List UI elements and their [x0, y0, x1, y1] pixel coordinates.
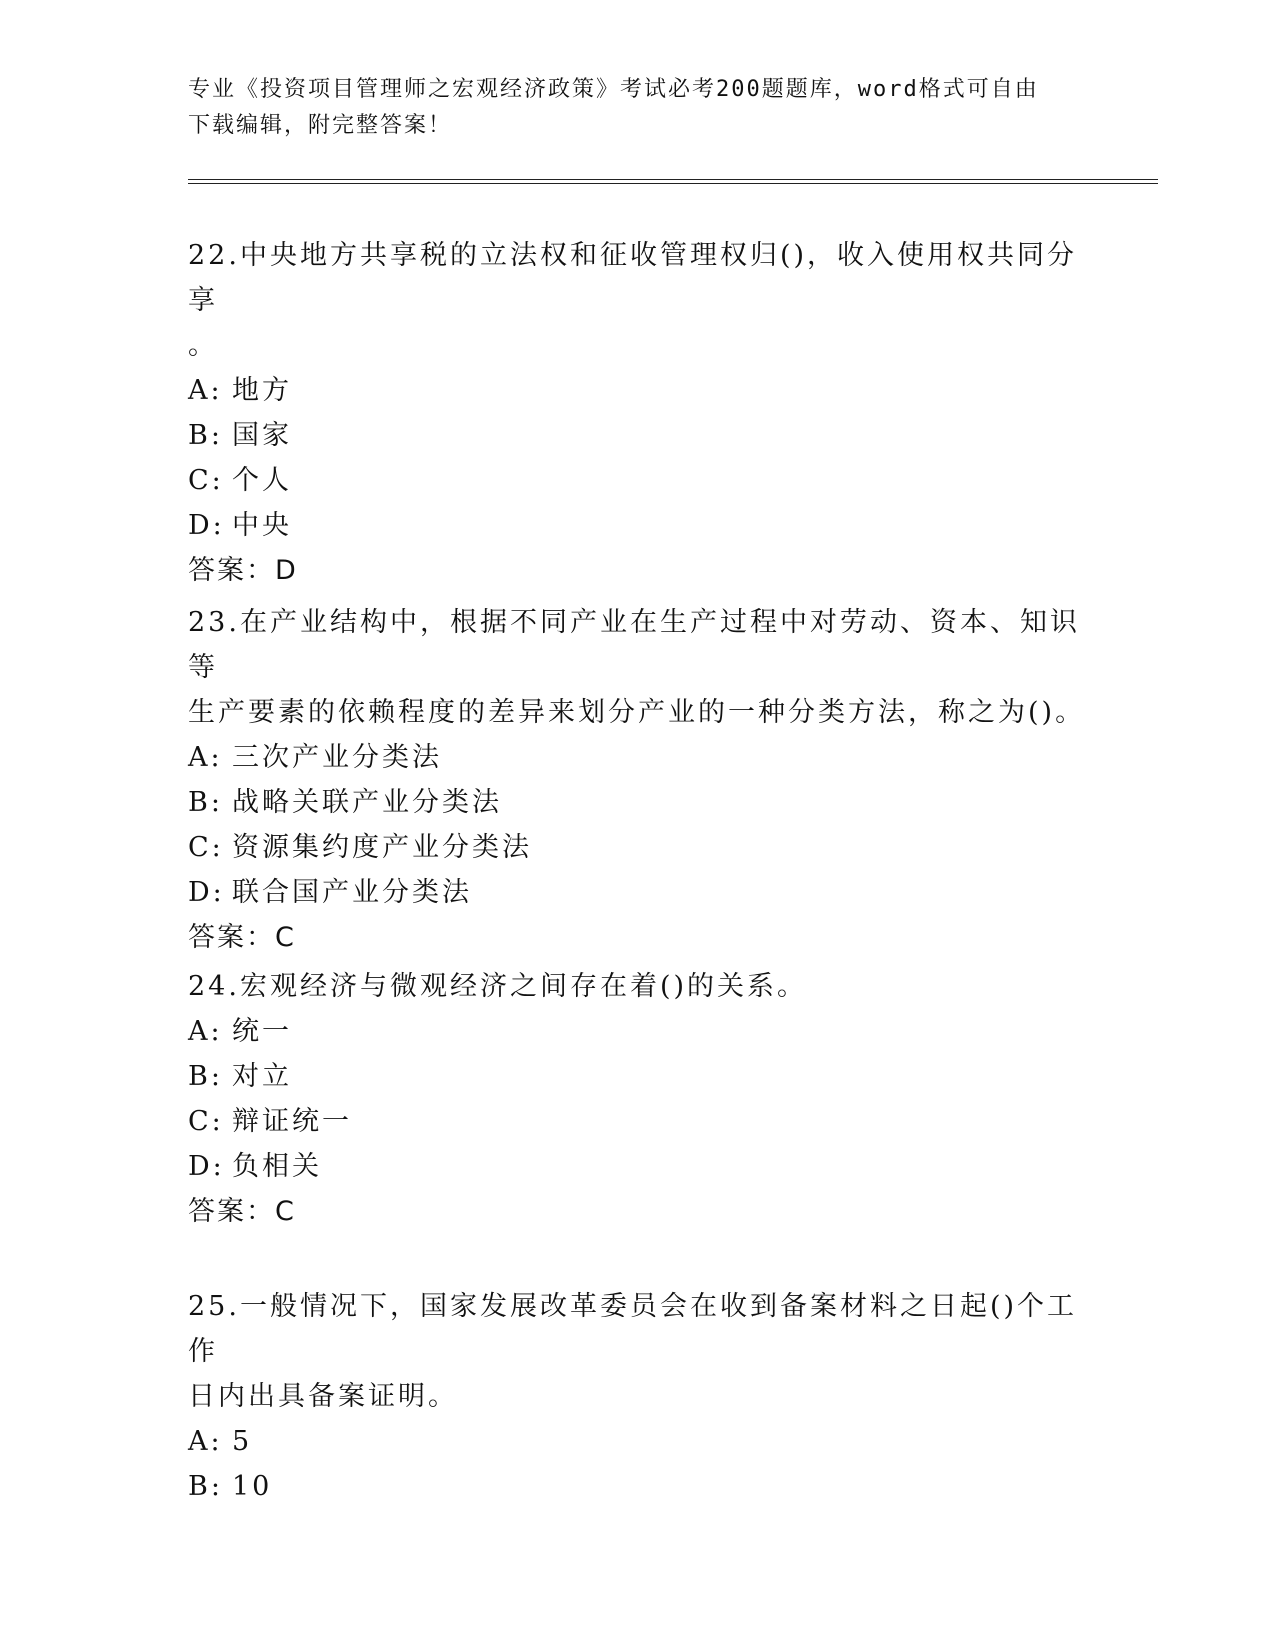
option-d [188, 870, 1088, 915]
question-stem-line: 22.中央地方共享税的立法权和征收管理权归()，收入使用权共同分享 [188, 240, 1078, 316]
option-c [188, 1099, 1088, 1144]
answer-line: 答案：C [188, 922, 296, 953]
document-header [188, 72, 1068, 144]
option-key: B: [188, 1061, 223, 1092]
question-stem-line: 生产要素的依赖程度的差异来划分产业的一种分类方法，称之为()。 [188, 697, 1086, 728]
option-key: B: [188, 1471, 223, 1502]
header-line-2: 下载编辑，附完整答案！ [188, 113, 453, 138]
option-text: 中央 [232, 510, 292, 541]
option-text: 对立 [232, 1061, 292, 1092]
option-b [188, 1464, 1088, 1509]
option-text: 辩证统一 [232, 1106, 352, 1137]
question-22 [188, 233, 1088, 594]
option-text: 战略关联产业分类法 [232, 787, 502, 818]
option-b [188, 780, 1088, 825]
option-text: 地方 [232, 375, 292, 406]
option-key: A: [188, 742, 223, 773]
option-a [188, 1009, 1088, 1054]
option-b [188, 413, 1088, 458]
option-b [188, 1054, 1088, 1099]
option-key: D: [188, 510, 225, 541]
option-c [188, 825, 1088, 870]
option-key: C: [188, 465, 224, 496]
option-text: 10 [232, 1471, 273, 1502]
option-a [188, 1419, 1088, 1464]
question-stem-line: 23.在产业结构中，根据不同产业在生产过程中对劳动、资本、知识等 [188, 607, 1080, 683]
option-key: C: [188, 1106, 224, 1137]
option-text: 5 [232, 1426, 253, 1457]
option-text: 个人 [232, 465, 292, 496]
option-text: 统一 [232, 1016, 292, 1047]
option-key: A: [188, 375, 223, 406]
option-text: 资源集约度产业分类法 [232, 832, 532, 863]
option-key: D: [188, 1151, 225, 1182]
option-key: B: [188, 420, 223, 451]
option-d [188, 503, 1088, 548]
option-c [188, 458, 1088, 503]
option-text: 三次产业分类法 [232, 742, 442, 773]
option-key: A: [188, 1426, 223, 1457]
option-key: C: [188, 832, 224, 863]
question-23 [188, 600, 1088, 961]
question-stem-line: 日内出具备案证明。 [188, 1381, 458, 1412]
question-24 [188, 964, 1088, 1235]
option-text: 国家 [232, 420, 292, 451]
question-stem-line: 。 [188, 330, 218, 361]
header-line-1: 专业《投资项目管理师之宏观经济政策》考试必考200题题库，word格式可自由 [188, 77, 1039, 102]
header-divider-bottom [188, 183, 1158, 184]
option-text: 负相关 [232, 1151, 322, 1182]
header-divider-top [188, 179, 1158, 180]
option-a [188, 735, 1088, 780]
option-d [188, 1144, 1088, 1189]
option-key: D: [188, 877, 225, 908]
question-stem-line: 24.宏观经济与微观经济之间存在着()的关系。 [188, 971, 808, 1002]
option-key: A: [188, 1016, 223, 1047]
answer-line: 答案：C [188, 1196, 296, 1227]
option-text: 联合国产业分类法 [232, 877, 472, 908]
option-key: B: [188, 787, 223, 818]
question-25 [188, 1284, 1088, 1509]
question-stem-line: 25.一般情况下，国家发展改革委员会在收到备案材料之日起()个工作 [188, 1291, 1078, 1367]
answer-line: 答案：D [188, 555, 298, 586]
option-a [188, 368, 1088, 413]
